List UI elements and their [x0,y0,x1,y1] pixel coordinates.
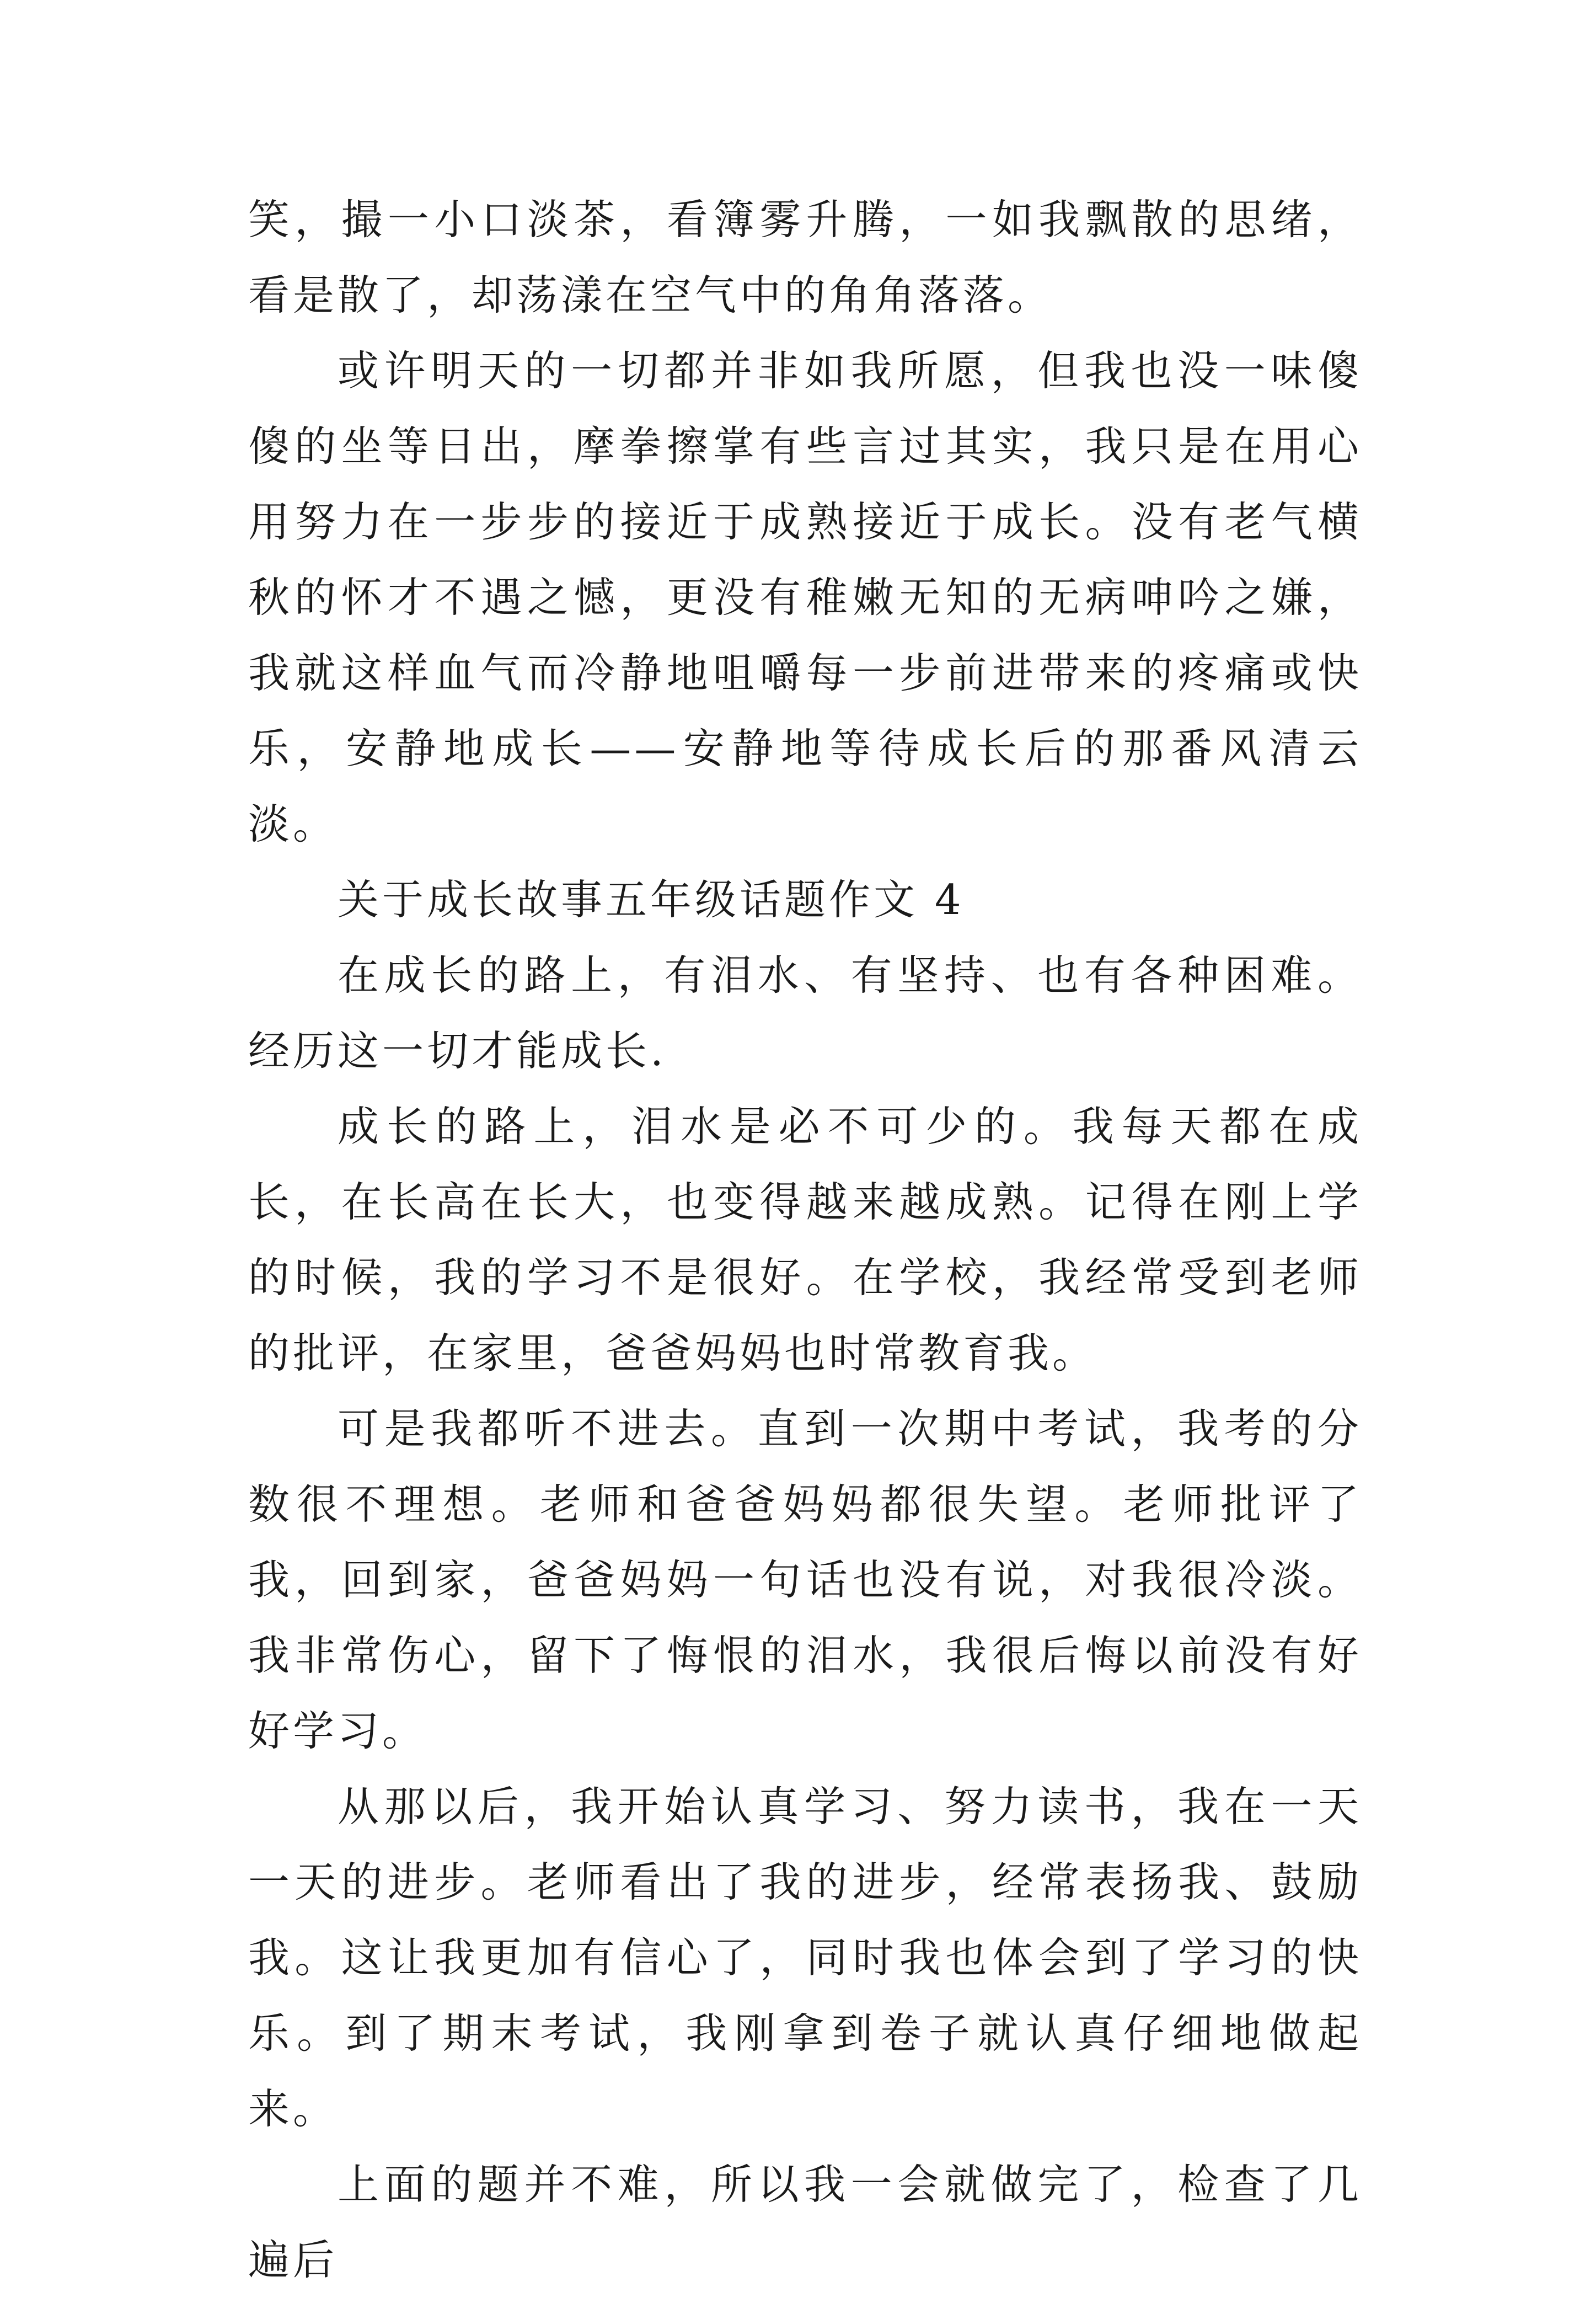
paragraph: 成长的路上，泪水是必不可少的。我每天都在成长，在长高在长大，也变得越来越成熟。记得在刚上学的时候，我的学习不是很好。在学校，我经常受到老师的批评，在家里，爸爸妈妈也时常教育我。 [248,1102,1362,1377]
paragraph: 可是我都听不进去。直到一次期中考试，我考的分数很不理想。老师和爸爸妈妈都很失望。老师批评了我，回到家，爸爸妈妈一句话也没有说，对我很冷淡。我非常伤心，留下了悔恨的泪水，我很后悔以前没有好好学习。 [248,1404,1362,1755]
paragraph: 从那以后，我开始认真学习、努力读书，我在一天一天的进步。老师看出了我的进步，经常表扬我、鼓励我。这让我更加有信心了，同时我也体会到了学习的快乐。到了期末考试，我刚拿到卷子就认真仔细地做起来。 [248,1782,1362,2133]
section-heading: 关于成长故事五年级话题作文 4 [338,875,965,924]
paragraph: 或许明天的一切都并非如我所愿，但我也没一味傻傻的坐等日出，摩拳擦掌有些言过其实，我只是在用心用努力在一步步的接近于成熟接近于成长。没有老气横秋的怀才不遇之憾，更没有稚嫩无知的无病呻吟之嫌，我就这样血气而冷静地咀嚼每一步前进带来的疼痛或快乐，安静地成长——安静地等待成长后的那番风清云淡。 [248,346,1362,848]
document-body [248,182,1362,2298]
paragraph: 在成长的路上，有泪水、有坚持、也有各种困难。经历这一切才能成长. [248,951,1362,1075]
paragraph: 上面的题并不难，所以我一会就做完了，检查了几遍后 [248,2160,1362,2284]
paragraph-continuation: 笑，撮一小口淡茶，看簿雾升腾，一如我飘散的思绪，看是散了，却荡漾在空气中的角角落落。 [248,195,1362,319]
